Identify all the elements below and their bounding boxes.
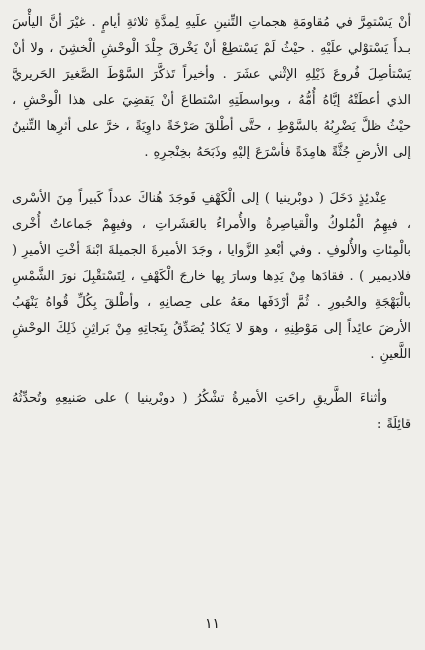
paragraph-3: وأثناءَ الطَّريقِ راحَتِ الأميرةُ تشْكُرُ ( دوبْرينيا ) على صَنيعِهِ وتُحدِّثُهُ قائِلَةً : bbox=[12, 391, 411, 432]
paragraph-2: عِنْدئِذٍ دَخَلَ ( دوبْرينيا ) إلى الْكَهْفِ فَوجَدَ هُناكَ عدداً كَبيراً مِنَ الأسْرى ، فيهِمُ الْمُلوكُ والْقياصِرةُ والأُمراءُ بالعَشَراتِ ، وفيهِمْ جَماعاتٌ أُخْرى بالْمِئاتِ والأُلوفِ . وفي أبْعدِ الزَّوايا ، وجَدَ الأميرةَ الجميلةَ ابْنةَ أخْتِ الأميرِ ( فلاديمير ) . فقادَها مِنْ يَدِها وسارَ بِها خارجَ الْكَهْفِ ، لِتَسْتقْبِلَ نورَ الشَّمْسِ بالْبَهْجَةِ والحُبورِ . ثُمَّ أرْدَفَها معَهُ على حِصانِهِ ، وأطْلقَ بِكُلِّ قُواهُ يَنْهَبُ الأرضَ عائِداً إلى مَوْطِنِهِ ، وهوَ لا يَكادُ يُصَدِّقُ بِنَجاتِهِ مِنْ بَراثِنِ ذَلِكَ الوحْشِ اللَّعينِ . bbox=[12, 191, 411, 362]
paragraph-gap bbox=[12, 166, 411, 186]
paragraph-1: أنْ يَسْتمِرَّ في مُقاومَةِ هجماتِ التِّنينِ علَيهِ لِمدَّةِ ثلاثةِ أيامٍ . غيْرَ أنَّ اليأْسَ بـدأَ يَسْتوْلي علَيْهِ . حيْثُ لَمْ يَسْتطِعْ أنْ يَخْرقَ جِلْدَ الْوحْشِ الْخشِنَ ، ولا أنْ يَسْتأصِلَ فُروعَ ذَيْلِهِ الإثْني عشَرَ . وأخيراً تَذكَّرَ السَّوْطَ الصَّغيرَ الحَريريَّ الذي أعطَتْهُ إيَّاهُ أُمُّهُ ، وبواسطَتِهِ اسْتطاعَ أنْ يَقضِيَ على هذا الْوحْشِ ، حيْثُ ظلَّ يَضْرِبُهُ بالسَّوْطِ ، حتَّى أطْلقَ صَرْخَةً داوِيَةً ، خرَّ على أثرِها التِّنينُ إلى الأرضِ جُثَّةً هامِدَةً فأسْرَعَ إليْهِ وذَبَحَهُ بخِنْجرِهِ . bbox=[12, 15, 411, 160]
body-text bbox=[12, 10, 411, 438]
paragraph-gap bbox=[12, 368, 411, 386]
page-number: ١١ bbox=[204, 616, 221, 632]
